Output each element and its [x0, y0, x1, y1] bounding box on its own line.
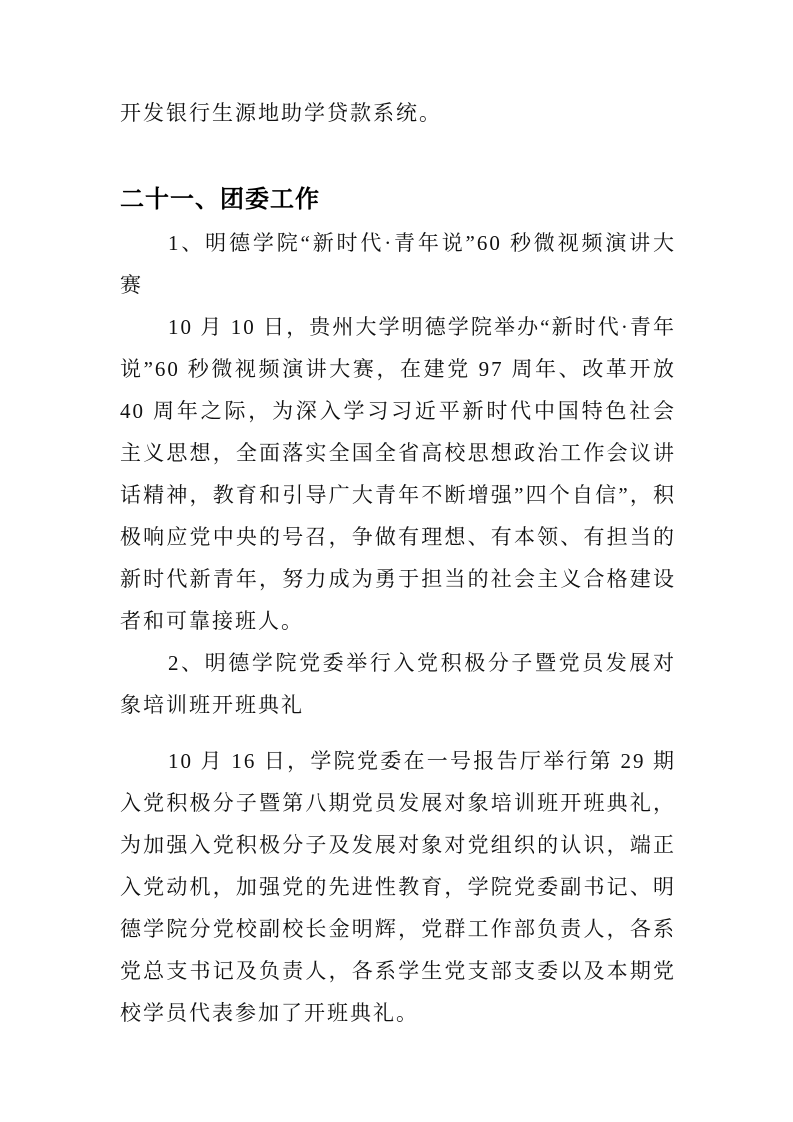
document-body: [120, 92, 676, 1034]
item-2-title: 2、明德学院党委举行入党积极分子暨党员发展对象培训班开班典礼: [120, 651, 676, 717]
item-2-body: 10 月 16 日，学院党委在一号报告厅举行第 29 期入党积极分子暨第八期党员发展对象培训班开班典礼，为加强入党积极分子及发展对象对党组织的认识，端正入党动机，加强党的先进性教育，学院党委副书记、明德学院分党校副校长金明辉，党群工作部负责人，各系党总支书记及负责人，各系学生党支部支委以及本期党校学员代表参加了开班典礼。: [120, 749, 676, 1025]
item-1-body: 10 月 10 日，贵州大学明德学院举办“新时代·青年说”60 秒微视频演讲大赛，在建党 97 周年、改革开放 40 周年之际，为深入学习习近平新时代中国特色社会主义思想，全面落实全国全省高校思想政治工作会议讲话精神，教育和引导广大青年不断增强”四个自信”，积极响应党中央的号召，争做有理想、有本领、有担当的新时代新青年，努力成为勇于担当的社会主义合格建设者和可靠接班人。: [120, 315, 676, 633]
section-heading: 二十一、团委工作: [120, 186, 320, 213]
item-1-title: 1、明德学院“新时代·青年说”60 秒微视频演讲大赛: [120, 231, 676, 297]
paragraph-continuation: 开发银行生源地助学贷款系统。: [120, 101, 442, 125]
